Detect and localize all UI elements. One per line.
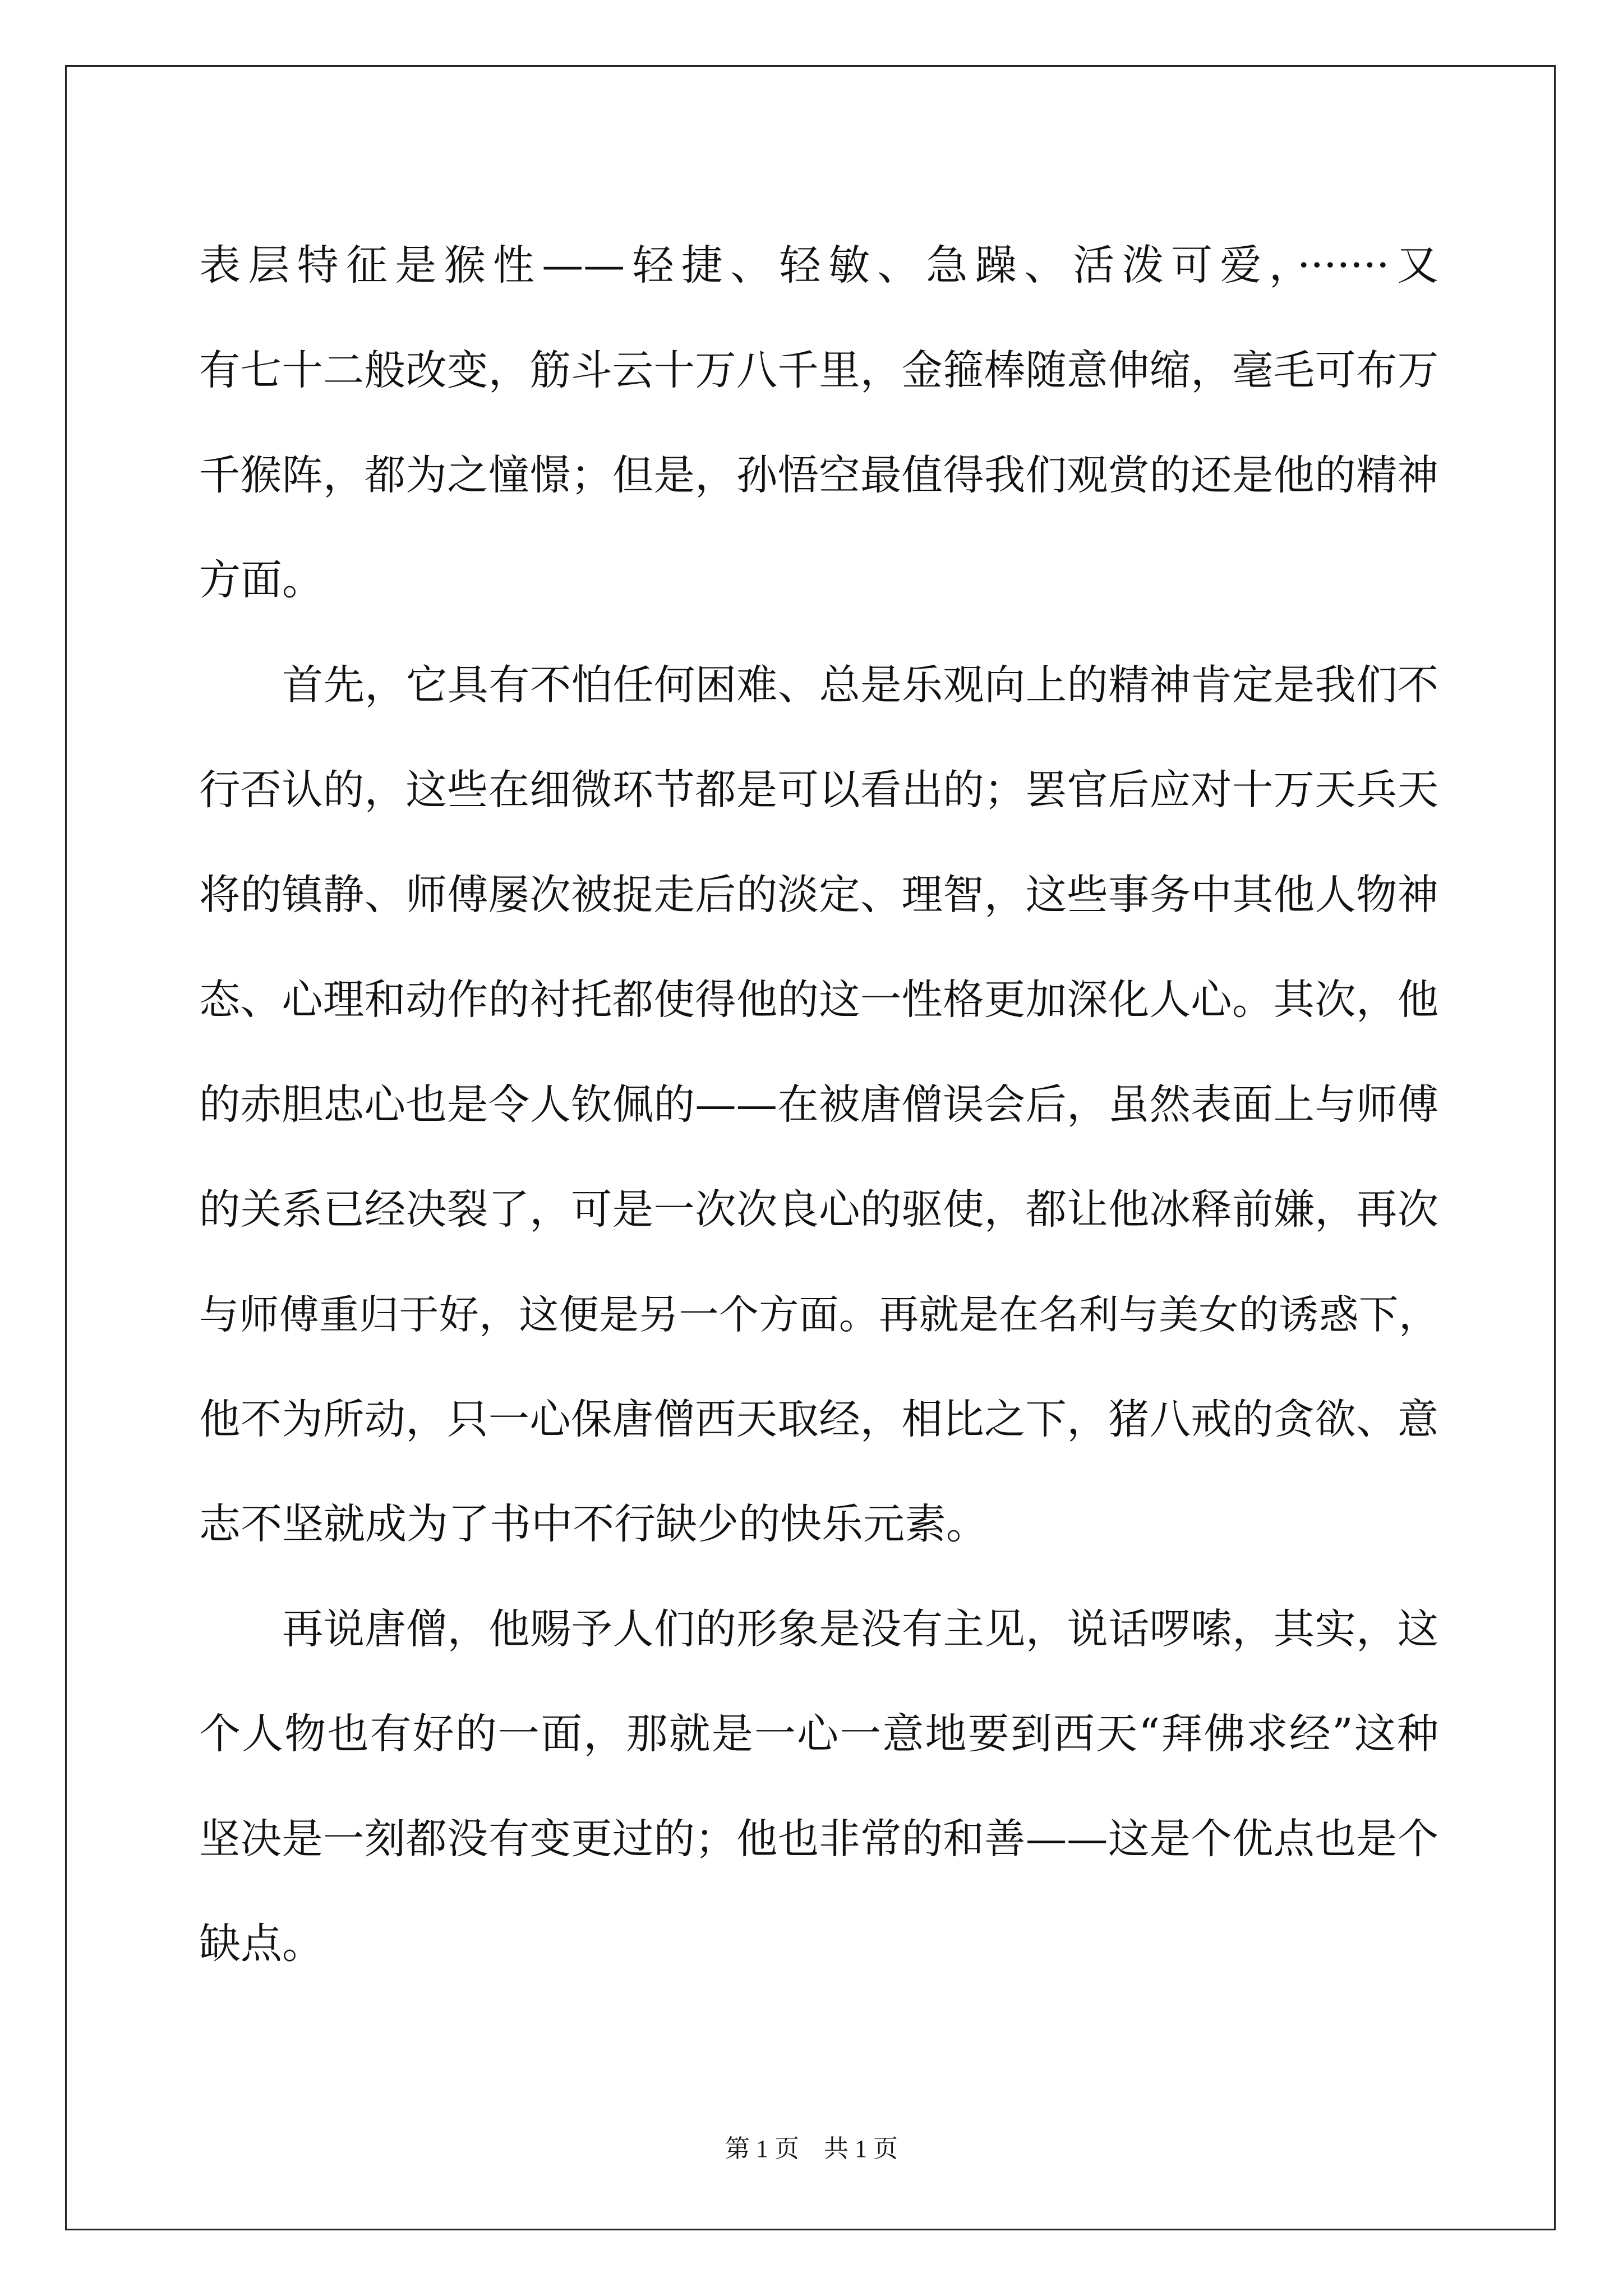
text-line: 表层特征是猴性——轻捷、轻敏、急躁、活泼可爱，·······又 bbox=[199, 241, 1438, 289]
page-footer: 第 1 页 共 1 页 bbox=[725, 2135, 898, 2162]
paragraph-3 bbox=[199, 1577, 1438, 1996]
text-line: 态、心理和动作的衬托都使得他的这一性格更加深化人心。其次，他 bbox=[199, 976, 1438, 1024]
text-line: 行否认的，这些在细微环节都是可以看出的；罢官后应对十万天兵天 bbox=[199, 766, 1438, 814]
text-line: 有七十二般改变，筋斗云十万八千里，金箍棒随意伸缩，毫毛可布万 bbox=[199, 347, 1438, 394]
text-line: 首先，它具有不怕任何困难、总是乐观向上的精神肯定是我们不 bbox=[282, 661, 1438, 709]
text-line: 千猴阵，都为之憧憬；但是，孙悟空最值得我们观赏的还是他的精神 bbox=[199, 452, 1438, 499]
text-line: 将的镇静、师傅屡次被捉走后的淡定、理智，这些事务中其他人物神 bbox=[199, 871, 1438, 919]
paragraph-1 bbox=[199, 213, 1438, 633]
text-line: 缺点。 bbox=[199, 1920, 324, 1968]
paragraph-2 bbox=[199, 633, 1438, 1577]
text-line: 再说唐僧，他赐予人们的形象是没有主见，说话啰嗦，其实，这 bbox=[282, 1605, 1438, 1653]
text-line: 他不为所动，只一心保唐僧西天取经，相比之下，猪八戒的贪欲、意 bbox=[199, 1396, 1438, 1443]
text-line: 个人物也有好的一面，那就是一心一意地要到西天“拜佛求经”这种 bbox=[199, 1710, 1438, 1758]
text-line: 的赤胆忠心也是令人钦佩的——在被唐僧误会后，虽然表面上与师傅 bbox=[199, 1081, 1438, 1129]
text-line: 坚决是一刻都没有变更过的；他也非常的和善——这是个优点也是个 bbox=[199, 1815, 1438, 1863]
text-line: 的关系已经决裂了，可是一次次良心的驱使，都让他冰释前嫌，再次 bbox=[199, 1186, 1438, 1234]
text-line: 方面。 bbox=[199, 556, 324, 604]
document-body bbox=[199, 213, 1438, 1996]
text-line: 志不坚就成为了书中不行缺少的快乐元素。 bbox=[199, 1500, 988, 1548]
text-line: 与师傅重归于好，这便是另一个方面。再就是在名利与美女的诱惑下， bbox=[199, 1291, 1438, 1338]
